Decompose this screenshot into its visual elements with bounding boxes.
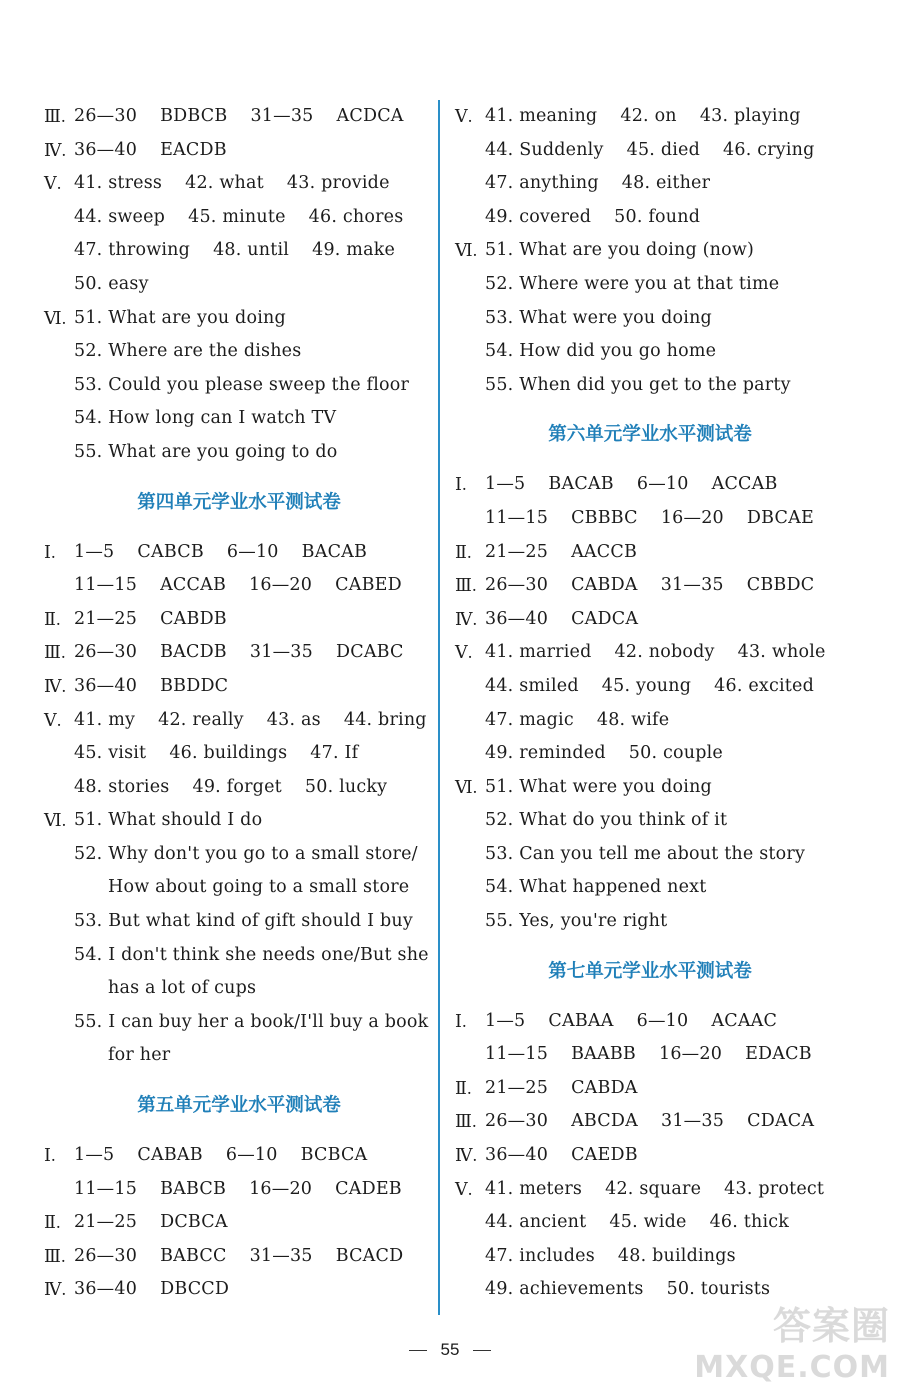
answer-text: 49. covered 50. found xyxy=(485,206,701,227)
answer-line xyxy=(44,234,434,268)
left-column xyxy=(44,100,434,1307)
answer-text: 48. stories 49. forget 50. lucky xyxy=(74,776,388,797)
answer-line xyxy=(44,1206,434,1240)
section-numeral: Ⅰ. xyxy=(455,1010,467,1031)
answer-line xyxy=(455,335,845,369)
answer-text: 52. Why don't you go to a small store/ xyxy=(74,843,418,864)
answer-line xyxy=(44,704,434,738)
answer-text: 51. What should I do xyxy=(74,810,263,831)
answer-line xyxy=(44,134,434,168)
answer-text: 51. What are you doing xyxy=(74,307,286,328)
answer-text: 54. What happened next xyxy=(485,877,707,898)
section-numeral: Ⅳ. xyxy=(44,675,67,696)
answer-text: 49. reminded 50. couple xyxy=(485,743,723,764)
section-numeral: Ⅲ. xyxy=(44,1245,66,1266)
answer-line xyxy=(44,436,434,470)
answer-text: 21—25 AACCB xyxy=(485,541,638,562)
answer-text: 44. Suddenly 45. died 46. crying xyxy=(485,139,815,160)
answer-line xyxy=(455,468,845,502)
answer-line xyxy=(44,100,434,134)
answer-text: 36—40 DBCCD xyxy=(74,1279,230,1300)
column-divider xyxy=(438,100,440,1315)
answer-text: 53. Could you please sweep the floor xyxy=(74,374,410,395)
answer-line xyxy=(44,603,434,637)
answer-text: 41. meters 42. square 43. protect xyxy=(485,1178,825,1199)
answer-line xyxy=(44,636,434,670)
answer-line xyxy=(44,569,434,603)
answer-line xyxy=(44,536,434,570)
answer-text: 44. sweep 45. minute 46. chores xyxy=(74,206,404,227)
answer-text: 36—40 CAEDB xyxy=(485,1145,638,1166)
answer-line xyxy=(455,771,845,805)
answer-text: 44. ancient 45. wide 46. thick xyxy=(485,1212,790,1233)
answer-line xyxy=(455,201,845,235)
answer-text: 49. achievements 50. tourists xyxy=(485,1279,771,1300)
answer-text: 11—15 ACCAB 16—20 CABED xyxy=(74,575,402,596)
answer-line xyxy=(455,1173,845,1207)
section-heading: 第六单元学业水平测试卷 xyxy=(548,424,752,446)
answer-text: 26—30 BACDB 31—35 DCABC xyxy=(74,642,404,663)
section-numeral: Ⅵ. xyxy=(44,307,67,328)
section-numeral: Ⅳ. xyxy=(455,608,478,629)
answer-line xyxy=(44,167,434,201)
answer-line xyxy=(455,1038,845,1072)
answer-text: 51. What are you doing (now) xyxy=(485,240,755,261)
answer-line xyxy=(44,1039,434,1073)
section-numeral: Ⅲ. xyxy=(44,642,66,663)
answer-line xyxy=(44,335,434,369)
answer-line xyxy=(44,402,434,436)
section-numeral: Ⅴ. xyxy=(455,642,473,663)
answer-line xyxy=(455,369,845,403)
answer-text: 1—5 BACAB 6—10 ACCAB xyxy=(485,474,778,495)
answer-text: 47. magic 48. wife xyxy=(485,709,670,730)
section-numeral: Ⅳ. xyxy=(44,1279,67,1300)
answer-text: 21—25 DCBCA xyxy=(74,1212,228,1233)
answer-line xyxy=(455,1240,845,1274)
answer-line xyxy=(44,369,434,403)
answer-line xyxy=(44,905,434,939)
answer-text: 52. Where are the dishes xyxy=(74,341,302,362)
answer-text: 26—30 BDBCB 31—35 ACDCA xyxy=(74,106,404,126)
section-heading: 第四单元学业水平测试卷 xyxy=(137,491,341,513)
answer-line xyxy=(44,871,434,905)
answer-text: 53. Can you tell me about the story xyxy=(485,843,806,864)
answer-line xyxy=(44,838,434,872)
answer-text: 41. stress 42. what 43. provide xyxy=(74,173,390,194)
answer-text: 50. easy xyxy=(74,273,149,294)
answer-text: 1—5 CABCB 6—10 BACAB xyxy=(74,541,368,562)
section-numeral: Ⅵ. xyxy=(455,240,478,261)
section-numeral: Ⅴ. xyxy=(455,1178,473,1199)
answer-text: 26—30 BABCC 31—35 BCACD xyxy=(74,1245,404,1266)
answer-line xyxy=(455,636,845,670)
answer-line xyxy=(455,871,845,905)
answer-text: 11—15 BAABB 16—20 EDACB xyxy=(485,1044,812,1065)
answer-line xyxy=(44,201,434,235)
answer-text: 54. I don't think she needs one/But she xyxy=(74,944,429,965)
answer-text: 55. When did you get to the party xyxy=(485,374,791,395)
answer-line xyxy=(44,302,434,336)
answer-line xyxy=(44,737,434,771)
answer-text: 1—5 CABAA 6—10 ACAAC xyxy=(485,1010,778,1031)
right-column xyxy=(455,100,845,1307)
answer-line xyxy=(455,302,845,336)
answer-line xyxy=(455,134,845,168)
answer-line xyxy=(44,670,434,704)
section-numeral: Ⅲ. xyxy=(455,1111,477,1132)
section-heading: 第五单元学业水平测试卷 xyxy=(137,1095,341,1117)
watermark-cn: 答案圈 xyxy=(772,1304,890,1348)
answer-text: 52. Where were you at that time xyxy=(485,273,780,294)
answer-text: 26—30 CABDA 31—35 CBBDC xyxy=(485,575,815,596)
answer-line xyxy=(455,905,845,939)
answer-text: 11—15 BABCB 16—20 CADEB xyxy=(74,1178,402,1199)
answer-line xyxy=(455,1206,845,1240)
answer-text: 51. What were you doing xyxy=(485,776,712,797)
answer-text: 41. married 42. nobody 43. whole xyxy=(485,642,826,663)
answer-line xyxy=(455,1072,845,1106)
answer-line xyxy=(455,234,845,268)
answer-line xyxy=(44,804,434,838)
answer-text: 36—40 CADCA xyxy=(485,608,639,629)
answer-line xyxy=(455,603,845,637)
footer-dash-right xyxy=(473,1350,491,1351)
section-numeral: Ⅰ. xyxy=(44,1145,56,1166)
answer-text: How about going to a small store xyxy=(108,877,410,898)
answer-line xyxy=(455,268,845,302)
answer-line xyxy=(44,1006,434,1040)
answer-line xyxy=(455,804,845,838)
section-numeral: Ⅱ. xyxy=(455,541,472,562)
answer-text: 45. visit 46. buildings 47. If xyxy=(74,743,359,764)
section-numeral: Ⅴ. xyxy=(44,709,62,730)
answer-text: 1—5 CABAB 6—10 BCBCA xyxy=(74,1145,368,1166)
section-heading: 第七单元学业水平测试卷 xyxy=(548,960,752,982)
watermark-logo xyxy=(694,1295,890,1385)
answer-line xyxy=(455,569,845,603)
section-numeral: Ⅱ. xyxy=(44,608,61,629)
section-numeral: Ⅳ. xyxy=(44,139,67,160)
answer-line xyxy=(455,536,845,570)
answer-text: 47. anything 48. either xyxy=(485,173,711,194)
answer-line xyxy=(44,771,434,805)
section-numeral: Ⅱ. xyxy=(455,1077,472,1098)
answer-text: 55. I can buy her a book/I'll buy a book xyxy=(74,1011,429,1032)
answer-line xyxy=(455,1105,845,1139)
answer-text: 47. includes 48. buildings xyxy=(485,1245,736,1266)
answer-text: 11—15 CBBBC 16—20 DBCAE xyxy=(485,507,814,528)
section-numeral: Ⅴ. xyxy=(455,106,473,126)
section-numeral: Ⅲ. xyxy=(44,106,66,126)
answer-text: 21—25 CABDA xyxy=(485,1077,638,1098)
answer-text: 44. smiled 45. young 46. excited xyxy=(485,675,814,696)
answer-line xyxy=(455,838,845,872)
answer-line xyxy=(44,268,434,302)
answer-text: for her xyxy=(108,1045,171,1066)
answer-line xyxy=(44,1139,434,1173)
answer-line xyxy=(455,167,845,201)
answer-text: 21—25 CABDB xyxy=(74,608,227,629)
answer-text: 36—40 BBDDC xyxy=(74,675,229,696)
section-numeral: Ⅴ. xyxy=(44,173,62,194)
answer-text: 52. What do you think of it xyxy=(485,810,728,831)
answer-text: 26—30 ABCDA 31—35 CDACA xyxy=(485,1111,815,1132)
answer-text: 47. throwing 48. until 49. make xyxy=(74,240,396,261)
section-numeral: Ⅰ. xyxy=(44,541,56,562)
answer-text: 53. But what kind of gift should I buy xyxy=(74,911,413,932)
answer-text: 54. How did you go home xyxy=(485,341,717,362)
answer-line xyxy=(455,704,845,738)
answer-line xyxy=(455,670,845,704)
answer-line xyxy=(44,1173,434,1207)
answer-line xyxy=(44,1240,434,1274)
section-numeral: Ⅰ. xyxy=(455,474,467,495)
answer-line xyxy=(455,1005,845,1039)
answer-line xyxy=(455,737,845,771)
answer-line xyxy=(455,1139,845,1173)
footer-dash-left xyxy=(409,1350,427,1351)
answer-text: 41. my 42. really 43. as 44. bring xyxy=(74,709,427,730)
answer-text: has a lot of cups xyxy=(108,978,257,999)
answer-line xyxy=(44,939,434,973)
page-number: 55 xyxy=(440,1340,460,1359)
answer-line xyxy=(455,502,845,536)
answer-text: 41. meaning 42. on 43. playing xyxy=(485,106,801,126)
section-numeral: Ⅳ. xyxy=(455,1145,478,1166)
answer-line xyxy=(455,100,845,134)
answer-text: 55. Yes, you're right xyxy=(485,911,668,932)
section-numeral: Ⅵ. xyxy=(44,810,67,831)
answer-line xyxy=(44,972,434,1006)
answer-text: 55. What are you going to do xyxy=(74,441,338,462)
answer-text: 54. How long can I watch TV xyxy=(74,408,337,429)
section-numeral: Ⅱ. xyxy=(44,1212,61,1233)
answer-text: 36—40 EACDB xyxy=(74,139,227,160)
section-numeral: Ⅵ. xyxy=(455,776,478,797)
answer-line xyxy=(44,1273,434,1307)
answer-text: 53. What were you doing xyxy=(485,307,712,328)
watermark-en: MXQE.COM xyxy=(694,1350,890,1385)
section-numeral: Ⅲ. xyxy=(455,575,477,596)
